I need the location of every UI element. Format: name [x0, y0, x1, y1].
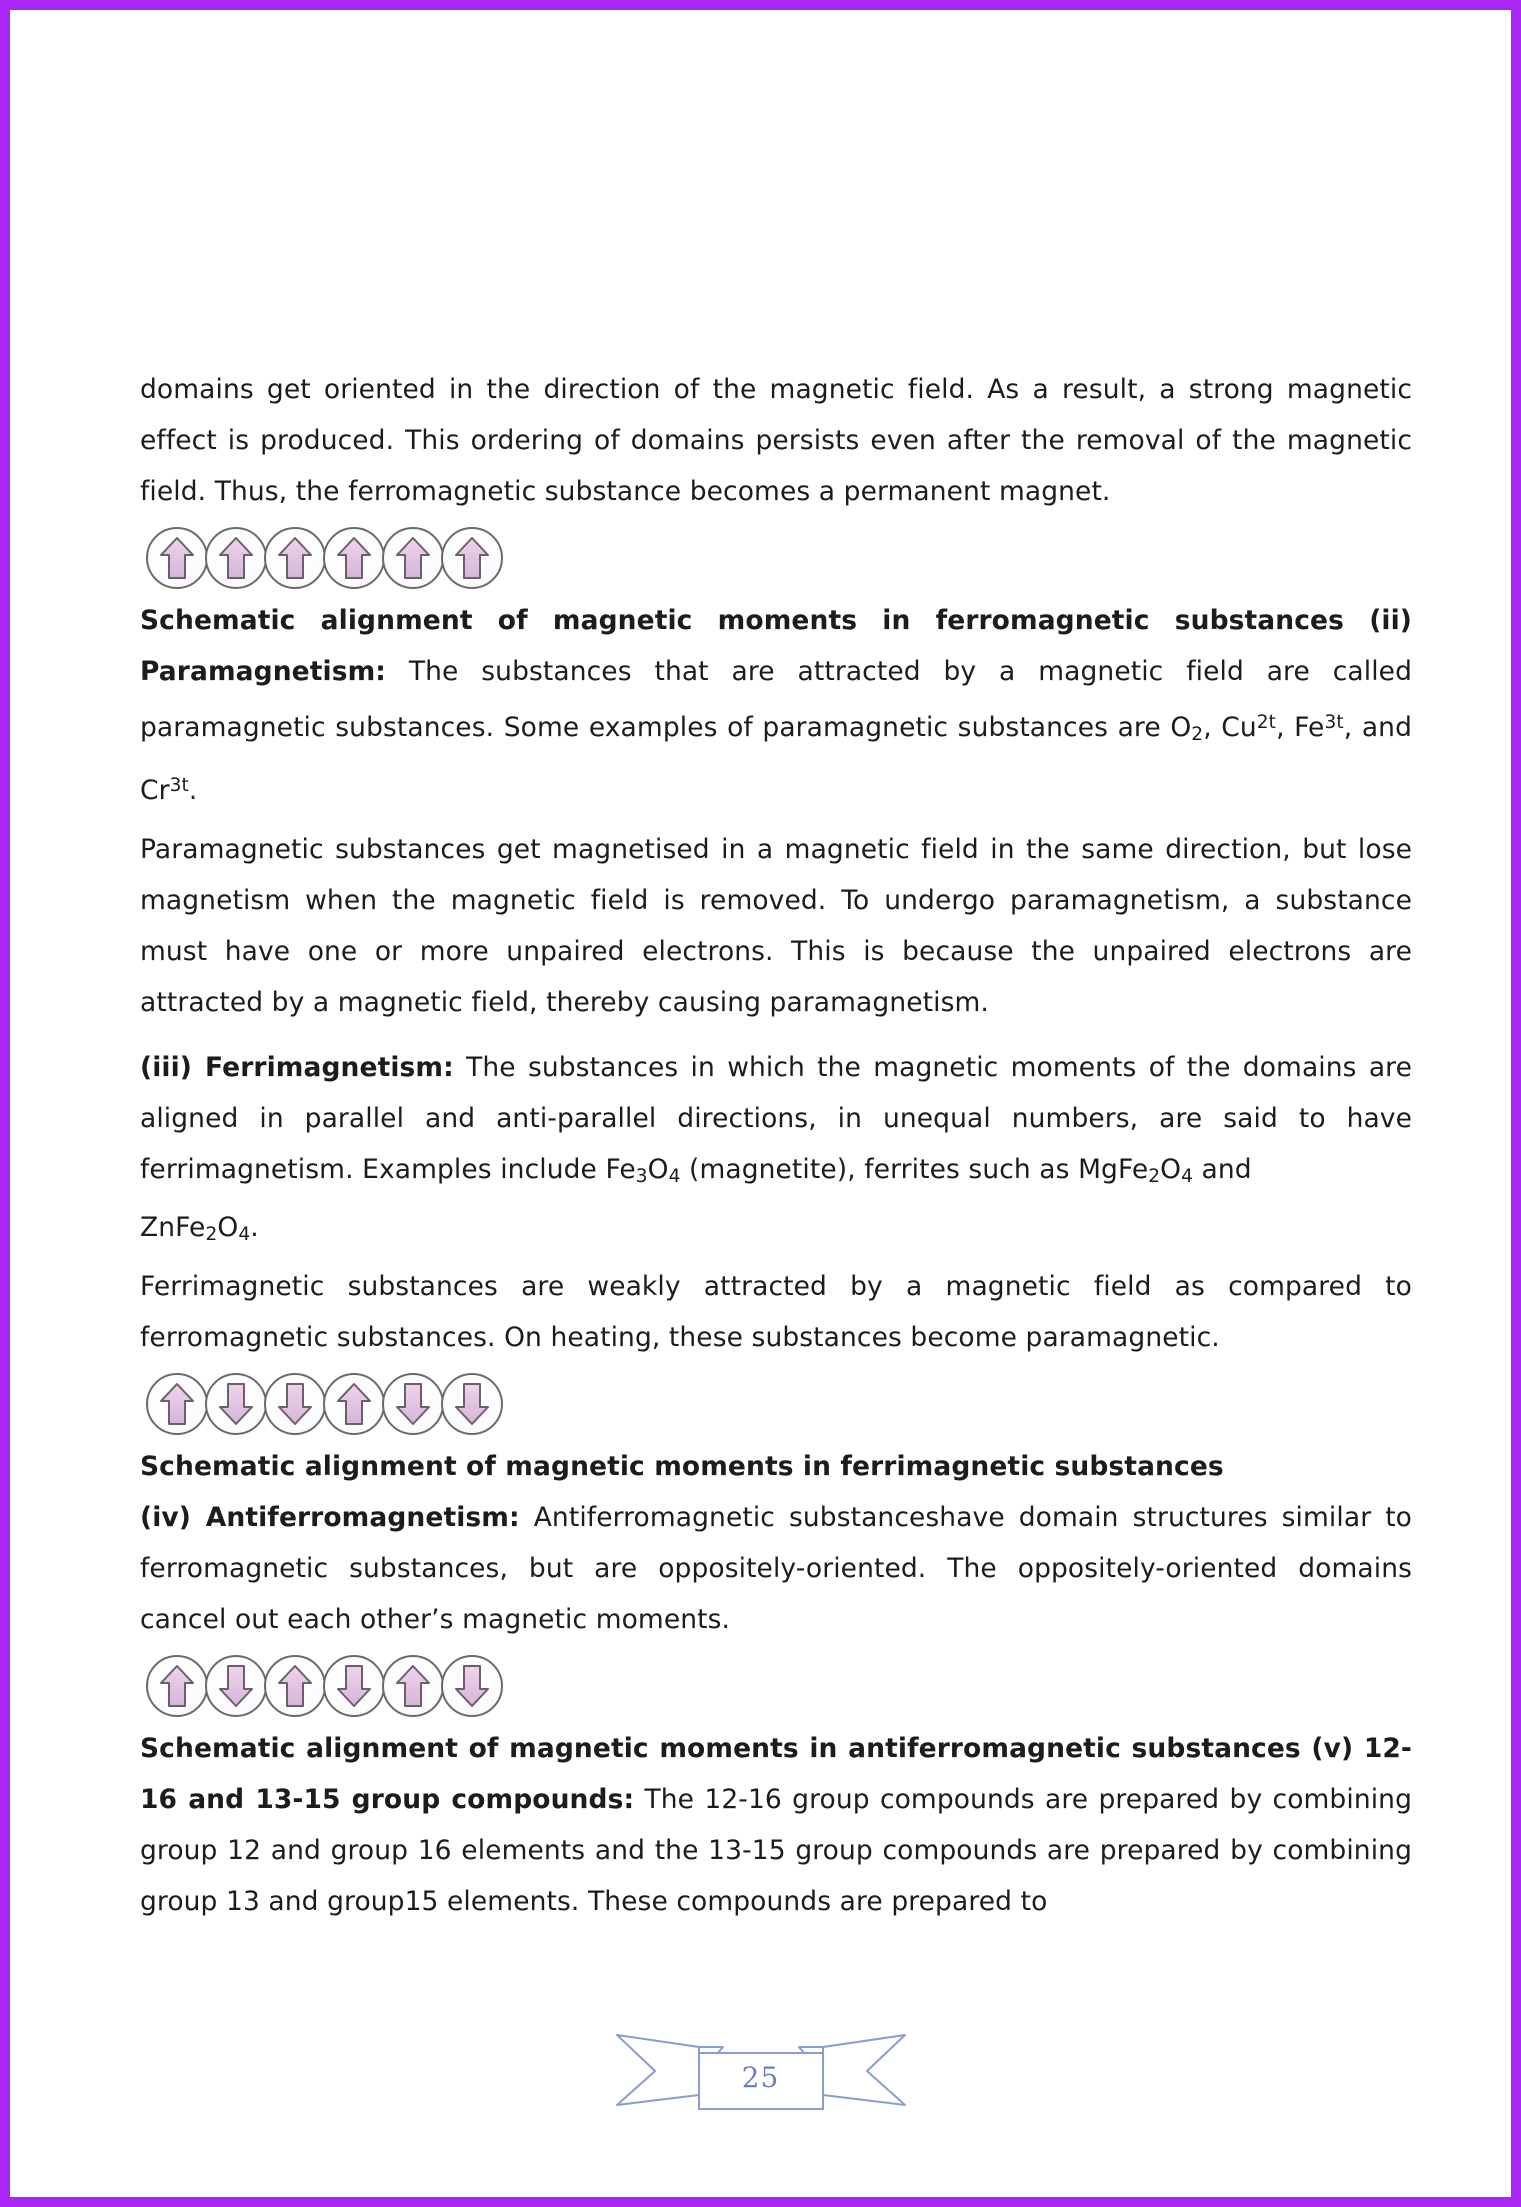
arrow-up-glyph — [158, 1663, 196, 1709]
subscript-4: 4 — [1181, 1166, 1194, 1188]
ferrimagnetism-heading: (iii) Ferrimagnetism: — [140, 1052, 454, 1084]
superscript-3t: 3t — [169, 775, 189, 797]
page-content — [140, 364, 1412, 1927]
paramagnetism-tail-3: , and Cr — [140, 712, 1412, 807]
arrow-up-glyph — [335, 535, 373, 581]
spacer — [140, 1028, 1412, 1042]
arrow-up-icon — [441, 527, 503, 589]
ribbon-banner — [611, 2009, 911, 2119]
antiferromagnetism-heading: (iv) Antiferromagnetism: — [140, 1501, 520, 1533]
superscript-2t: 2t — [1256, 712, 1277, 733]
arrow-up-icon — [146, 527, 208, 589]
ferrimagnetism-body-3: and — [1193, 1154, 1252, 1186]
page-inner-border — [17, 17, 1504, 2190]
arrow-down-icon — [441, 1655, 503, 1717]
ferrimagnetism-body-1: The substances in which the magnetic moments of the domains are aligned in parallel and anti-parallel directions, in unequal numbers, are said to have ferrimagnetism. Examples include Fe — [140, 1052, 1412, 1186]
paragraph-ferrimagnetism — [140, 1042, 1412, 1202]
arrow-up-glyph — [217, 535, 255, 581]
subscript-2: 2 — [205, 1224, 218, 1246]
paramagnetism-tail-1: , Cu — [1203, 712, 1257, 744]
arrow-down-icon — [205, 1373, 267, 1435]
arrow-up-glyph — [276, 1663, 314, 1709]
paramagnetism-tail-4: . — [188, 775, 198, 807]
arrow-up-icon — [323, 527, 385, 589]
arrow-down-glyph — [276, 1381, 314, 1427]
diagram-antiferromagnetic-arrows — [146, 1655, 1412, 1717]
ferro-caption-bold: Schematic alignment of magnetic moments in ferromagnetic substances (ii) Paramagnetism: — [140, 605, 1412, 687]
spacer — [140, 816, 1412, 824]
arrow-up-glyph — [158, 535, 196, 581]
arrow-up-glyph — [394, 535, 432, 581]
arrow-down-glyph — [217, 1381, 255, 1427]
superscript-3t: 3t — [1324, 712, 1344, 733]
subscript-4: 4 — [668, 1166, 681, 1188]
arrow-up-glyph — [394, 1663, 432, 1709]
paragraph-anti-caption-and-group-compounds — [140, 1723, 1412, 1927]
znfe-formula-prefix: ZnFe — [140, 1212, 206, 1244]
arrow-up-icon — [323, 1373, 385, 1435]
paragraph-domains-oriented: domains get oriented in the direction of the magnetic field. As a result, a strong magnetic effect is produced. This ordering of domains persists even after the removal of the magnetic field. Thus, the ferromagnetic substance becomes a permanent magnet. — [140, 374, 1412, 507]
oxygen-symbol: O — [1160, 1154, 1182, 1186]
arrow-up-glyph — [276, 535, 314, 581]
subscript-4: 4 — [238, 1224, 251, 1246]
arrow-down-glyph — [335, 1663, 373, 1709]
subscript-2: 2 — [1148, 1166, 1161, 1188]
oxygen-symbol: O — [217, 1212, 239, 1244]
paragraph-ferrimagnetic-weakly-attracted: Ferrimagnetic substances are weakly attracted by a magnetic field as compared to ferromagnetic substances. On heating, these substances become paramagnetic. — [140, 1270, 1412, 1353]
arrow-up-glyph — [158, 1381, 196, 1427]
oxygen-symbol: O — [647, 1154, 669, 1186]
arrow-up-icon — [264, 1655, 326, 1717]
arrow-down-glyph — [217, 1663, 255, 1709]
antiferromagnetism-body: Antiferromagnetic substanceshave domain structures similar to ferromagnetic substances, but are oppositely-oriented. The oppositely-oriented domains cancel out each other’s magnetic moments. — [140, 1501, 1412, 1635]
arrow-up-icon — [382, 1655, 444, 1717]
paragraph-antiferromagnetism — [140, 1492, 1412, 1645]
subscript-3: 3 — [635, 1166, 648, 1188]
arrow-up-icon — [146, 1373, 208, 1435]
paramagnetism-definition-text: The substances that are attracted by a magnetic field are called paramagnetic substances. Some examples of paramagnetic substances are O — [140, 656, 1412, 744]
arrow-up-icon — [205, 527, 267, 589]
anti-caption-bold: Schematic alignment of magnetic moments in antiferromagnetic substances (v) 12-16 and 13-15 group compounds: — [140, 1732, 1412, 1815]
paragraph-paramagnetic-substances: Paramagnetic substances get magnetised in a magnetic field in the same direction, but lose magnetism when the magnetic field is removed. To undergo paramagnetism, a substance must have one or more unpaired electrons. This is because the unpaired electrons are attracted by a magnetic field, thereby causing paramagnetism. — [140, 834, 1412, 1019]
znfe-formula-period: . — [250, 1212, 259, 1244]
paragraph-ferro-caption-and-paramagnetism — [140, 595, 1412, 816]
ferrimagnetism-body-2: (magnetite), ferrites such as MgFe — [680, 1154, 1149, 1186]
arrow-up-icon — [264, 527, 326, 589]
arrow-up-glyph — [335, 1381, 373, 1427]
arrow-down-icon — [441, 1373, 503, 1435]
arrow-down-icon — [382, 1373, 444, 1435]
arrow-up-glyph — [453, 535, 491, 581]
diagram-ferromagnetic-arrows — [146, 527, 1412, 589]
arrow-down-icon — [323, 1655, 385, 1717]
page-number: 25 — [741, 2061, 780, 2094]
diagram-ferrimagnetic-arrows — [146, 1373, 1412, 1435]
arrow-down-glyph — [394, 1381, 432, 1427]
subscript-2: 2 — [1191, 724, 1204, 746]
paramagnetism-tail-2: , Fe — [1276, 712, 1325, 744]
arrow-down-glyph — [453, 1381, 491, 1427]
footer-ribbon — [19, 2009, 1502, 2119]
arrow-up-icon — [146, 1655, 208, 1717]
arrow-down-glyph — [453, 1663, 491, 1709]
caption-ferrimagnetic-alignment: Schematic alignment of magnetic moments in ferrimagnetic substances — [140, 1450, 1224, 1482]
group-compounds-body: The 12-16 group compounds are prepared by combining group 12 and group 16 elements and the 13-15 group compounds are prepared by combining group 13 and group15 elements. These compounds are prepared to — [140, 1783, 1412, 1917]
arrow-down-icon — [205, 1655, 267, 1717]
arrow-up-icon — [382, 527, 444, 589]
paragraph-znfe2o4 — [140, 1202, 1412, 1260]
arrow-down-icon — [264, 1373, 326, 1435]
